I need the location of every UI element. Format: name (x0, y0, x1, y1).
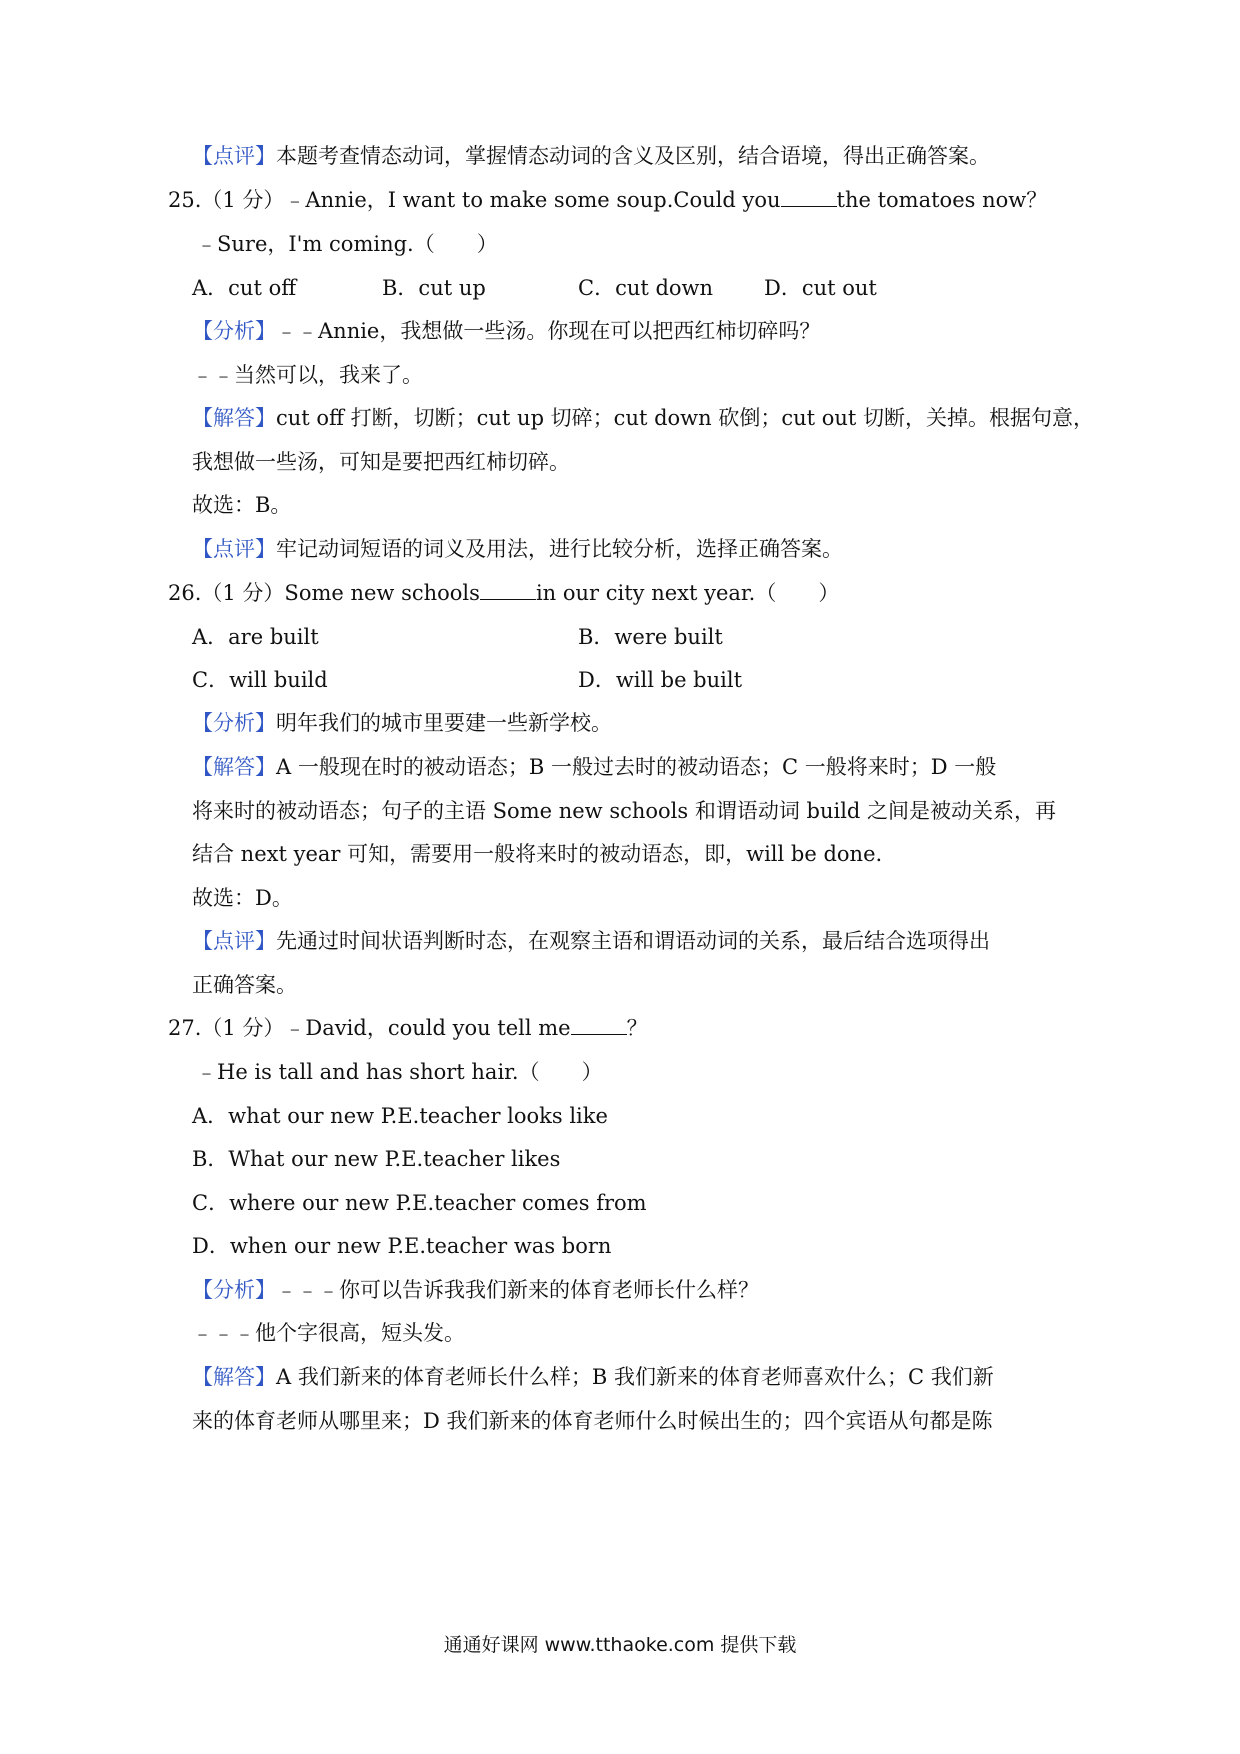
option-b: B．What our new P.E.teacher likes (192, 1147, 561, 1171)
option-a: A．cut off (192, 276, 297, 300)
analysis-paragraph (192, 316, 820, 346)
option-b: B．cut up (382, 276, 486, 300)
answer-blank (781, 188, 837, 207)
question-26-stem (168, 578, 839, 608)
comment-tag: 【点评】 (192, 144, 276, 168)
answer-text: 结合 next year 可知，需要用一般将来时的被动语态，即，will be done. (192, 842, 883, 866)
answer-paragraph (192, 752, 996, 782)
comment-text: 本题考查情态动词，掌握情态动词的含义及区别，结合语境，得出正确答案。 (276, 144, 990, 168)
analysis-text: ﹣﹣﹣你可以告诉我我们新来的体育老师长什么样？ (276, 1278, 759, 1302)
analysis-paragraph (192, 1275, 759, 1305)
analysis-text: 明年我们的城市里要建一些新学校。 (276, 711, 612, 735)
comment-paragraph (192, 926, 990, 956)
answer-text: cut off 打断，切断；cut up 切碎；cut down 砍倒；cut out 切断，关掉。根据句意， (276, 406, 1095, 430)
question-25-stem (168, 185, 1047, 215)
question-27-stem (168, 1013, 648, 1043)
analysis-text: ﹣﹣Annie，我想做一些汤。你现在可以把西红柿切碎吗？ (276, 319, 821, 343)
answer-blank (571, 1016, 627, 1035)
stem-text: 25.（1 分）﹣Annie，I want to make some soup.Could you (168, 188, 781, 212)
stem-text: 26.（1 分）Some new schools (168, 581, 480, 605)
stem-text: ？ (626, 1016, 648, 1040)
analysis-paragraph (192, 708, 612, 738)
answer-paragraph (192, 403, 1094, 433)
comment-text: 牢记动词短语的词义及用法，进行比较分析，选择正确答案。 (276, 537, 843, 561)
analysis-text: ﹣﹣当然可以，我来了。 (192, 363, 423, 387)
answer-text: 我想做一些汤，可知是要把西红柿切碎。 (192, 450, 570, 474)
analysis-tag: 【分析】 (192, 319, 276, 343)
option-d: D．cut out (764, 276, 877, 300)
stem-text: in our city next year.（ ） (535, 581, 840, 605)
option-c: C．will build (192, 668, 328, 692)
stem-text: 27.（1 分）﹣David，could you tell me (168, 1016, 571, 1040)
comment-text: 先通过时间状语判断时态，在观察主语和谓语动词的关系，最后结合选项得出 (276, 929, 990, 953)
choose-text: 故选：B。 (192, 493, 292, 517)
comment-paragraph (192, 141, 990, 171)
option-a: A．are built (192, 625, 319, 649)
comment-tag: 【点评】 (192, 929, 276, 953)
question-27-reply: ﹣He is tall and has short hair.（ ） (196, 1060, 603, 1084)
stem-text: the tomatoes now？ (836, 188, 1048, 212)
analysis-tag: 【分析】 (192, 1278, 276, 1302)
answer-text: 将来时的被动语态；句子的主语 Some new schools 和谓语动词 build 之间是被动关系，再 (192, 799, 1057, 823)
answer-tag: 【解答】 (192, 1365, 276, 1389)
answer-text: A 一般现在时的被动语态；B 一般过去时的被动语态；C 一般将来时；D 一般 (276, 755, 997, 779)
answer-tag: 【解答】 (192, 755, 276, 779)
choose-text: 故选：D。 (192, 886, 293, 910)
analysis-tag: 【分析】 (192, 711, 276, 735)
option-c: C．where our new P.E.teacher comes from (192, 1191, 647, 1215)
comment-paragraph (192, 534, 843, 564)
option-d: D．will be built (578, 668, 743, 692)
answer-tag: 【解答】 (192, 406, 276, 430)
answer-paragraph (192, 1362, 994, 1392)
analysis-text: ﹣﹣﹣他个字很高，短头发。 (192, 1321, 465, 1345)
option-b: B．were built (578, 625, 723, 649)
comment-text: 正确答案。 (192, 973, 297, 997)
answer-blank (480, 581, 536, 600)
answer-text: 来的体育老师从哪里来；D 我们新来的体育老师什么时候出生的；四个宾语从句都是陈 (192, 1409, 993, 1433)
comment-tag: 【点评】 (192, 537, 276, 561)
option-c: C．cut down (578, 276, 714, 300)
question-25-reply: ﹣Sure，I'm coming.（ ） (196, 232, 498, 256)
page-footer: 通通好课网 www.tthaoke.com 提供下载 (443, 1634, 797, 1656)
option-d: D．when our new P.E.teacher was born (192, 1234, 612, 1258)
option-a: A．what our new P.E.teacher looks like (192, 1104, 608, 1128)
answer-text: A 我们新来的体育老师长什么样；B 我们新来的体育老师喜欢什么；C 我们新 (276, 1365, 994, 1389)
